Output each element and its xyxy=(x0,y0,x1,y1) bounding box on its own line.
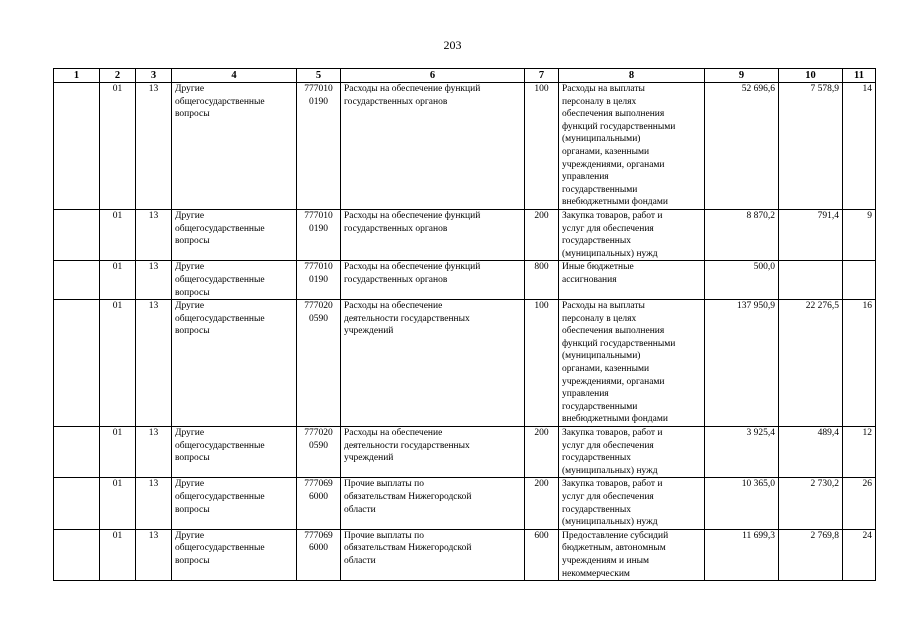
cell-target-code-text: 777069 6000 xyxy=(304,530,333,554)
cell-target-code-text: 777010 0190 xyxy=(304,210,333,234)
cell-target-name xyxy=(341,427,525,478)
cell-amount-actual xyxy=(779,427,843,478)
cell-amount-plan xyxy=(705,478,779,529)
cell-percent xyxy=(843,427,876,478)
column-header: 2 xyxy=(100,69,136,83)
cell-section-name-text: Другие общегосударственные вопросы xyxy=(175,479,265,515)
cell-target-code-text: 777010 0190 xyxy=(304,262,333,285)
cell-subsection-text: 13 xyxy=(148,84,159,94)
cell-col1 xyxy=(54,83,100,210)
cell-section-text: 01 xyxy=(112,210,123,221)
cell-subsection-text: 13 xyxy=(148,530,159,541)
cell-amount-plan xyxy=(705,300,779,427)
cell-amount-actual-text: 2 730,2 xyxy=(810,479,839,490)
cell-expense-type xyxy=(525,209,559,260)
table-row xyxy=(54,529,876,580)
cell-target-code xyxy=(297,209,341,260)
cell-amount-actual-text: 7 578,9 xyxy=(810,84,839,94)
cell-target-name-text: Прочие выплаты по обязательствам Нижегородской области xyxy=(344,479,472,515)
cell-section-text: 01 xyxy=(112,428,123,439)
cell-section-text: 01 xyxy=(112,530,123,541)
cell-amount-actual-text: 2 769,8 xyxy=(810,530,839,541)
cell-amount-plan xyxy=(705,261,779,300)
cell-amount-actual-text: 489,4 xyxy=(817,428,839,439)
cell-expense-type xyxy=(525,529,559,580)
cell-expense-name-text: Иные бюджетные ассигнования xyxy=(562,262,634,285)
cell-section xyxy=(100,427,136,478)
cell-amount-plan-text: 137 950,9 xyxy=(737,301,775,312)
table-row xyxy=(54,300,876,427)
cell-section-text: 01 xyxy=(112,262,123,273)
page-number: 203 xyxy=(443,38,462,52)
cell-expense-name xyxy=(559,83,705,210)
cell-amount-plan-text: 8 870,2 xyxy=(746,210,775,221)
cell-section-text: 01 xyxy=(112,301,123,312)
column-header: 4 xyxy=(172,69,297,83)
cell-target-name xyxy=(341,300,525,427)
cell-target-name xyxy=(341,83,525,210)
cell-expense-type-text: 200 xyxy=(534,428,549,439)
cell-amount-plan-text: 11 699,3 xyxy=(742,530,775,541)
cell-subsection xyxy=(136,529,172,580)
table-row xyxy=(54,261,876,300)
column-header: 3 xyxy=(136,69,172,83)
cell-section-name xyxy=(172,478,297,529)
cell-target-code xyxy=(297,427,341,478)
cell-amount-actual xyxy=(779,529,843,580)
cell-section-name xyxy=(172,209,297,260)
cell-subsection xyxy=(136,209,172,260)
cell-subsection xyxy=(136,300,172,427)
column-header: 10 xyxy=(779,69,843,83)
cell-target-code-text: 777020 0590 xyxy=(304,428,333,451)
header-row xyxy=(54,69,876,83)
cell-expense-type-text: 200 xyxy=(534,210,549,221)
cell-amount-actual-text: 22 276,5 xyxy=(805,301,839,312)
cell-amount-plan-text: 10 365,0 xyxy=(741,479,775,490)
cell-amount-actual xyxy=(779,209,843,260)
table-row xyxy=(54,478,876,529)
cell-amount-actual xyxy=(779,83,843,210)
cell-percent xyxy=(843,209,876,260)
cell-target-name-text: Расходы на обеспечение деятельности государственных учреждений xyxy=(344,301,470,337)
cell-target-code xyxy=(297,300,341,427)
cell-section-name xyxy=(172,83,297,210)
cell-expense-name xyxy=(559,209,705,260)
cell-target-name xyxy=(341,261,525,300)
cell-section-name-text: Другие общегосударственные вопросы xyxy=(175,262,265,298)
cell-section xyxy=(100,209,136,260)
cell-expense-type xyxy=(525,300,559,427)
cell-target-name-text: Прочие выплаты по обязательствам Нижегородской области xyxy=(344,530,472,566)
cell-subsection xyxy=(136,261,172,300)
cell-section-name-text: Другие общегосударственные вопросы xyxy=(175,210,265,247)
cell-section-name-text: Другие общегосударственные вопросы xyxy=(175,84,265,120)
cell-section xyxy=(100,83,136,210)
cell-target-code xyxy=(297,261,341,300)
cell-expense-type-text: 800 xyxy=(534,262,549,273)
cell-expense-name-text: Закупка товаров, работ и услуг для обеспечения государственных (муниципальных) нужд xyxy=(562,428,663,476)
cell-percent xyxy=(843,83,876,210)
cell-col1 xyxy=(54,427,100,478)
cell-amount-plan xyxy=(705,83,779,210)
cell-expense-type-text: 100 xyxy=(534,301,549,312)
cell-expense-name xyxy=(559,300,705,427)
cell-section xyxy=(100,261,136,300)
cell-expense-name-text: Закупка товаров, работ и услуг для обеспечения государственных (муниципальных) нужд xyxy=(562,479,663,528)
cell-percent-text: 14 xyxy=(862,84,872,94)
cell-percent xyxy=(843,529,876,580)
cell-expense-name-text: Предоставление субсидий бюджетным, автономным учреждениям и иным некоммерческим xyxy=(562,530,669,579)
cell-amount-plan-text: 52 696,6 xyxy=(741,84,775,94)
column-header: 5 xyxy=(297,69,341,83)
cell-subsection-text: 13 xyxy=(148,479,159,490)
cell-expense-name xyxy=(559,427,705,478)
cell-percent-text: 9 xyxy=(867,210,872,221)
cell-subsection xyxy=(136,478,172,529)
cell-expense-type xyxy=(525,478,559,529)
cell-section-name-text: Другие общегосударственные вопросы xyxy=(175,530,265,566)
cell-section xyxy=(100,300,136,427)
cell-target-name-text: Расходы на обеспечение функций государственных органов xyxy=(344,84,481,107)
cell-expense-type-text: 100 xyxy=(534,84,549,94)
cell-target-code xyxy=(297,478,341,529)
cell-expense-type xyxy=(525,427,559,478)
table-row xyxy=(54,427,876,478)
cell-col1 xyxy=(54,529,100,580)
cell-expense-name xyxy=(559,478,705,529)
cell-section-name xyxy=(172,529,297,580)
cell-subsection-text: 13 xyxy=(148,428,159,439)
cell-amount-plan xyxy=(705,209,779,260)
cell-percent xyxy=(843,261,876,300)
column-header: 7 xyxy=(525,69,559,83)
cell-percent xyxy=(843,478,876,529)
cell-subsection-text: 13 xyxy=(148,301,159,312)
cell-section-text: 01 xyxy=(112,84,123,94)
cell-section xyxy=(100,478,136,529)
table-row xyxy=(54,209,876,260)
cell-amount-actual-text: 791,4 xyxy=(817,210,839,221)
cell-section xyxy=(100,529,136,580)
cell-col1 xyxy=(54,300,100,427)
cell-percent-text: 16 xyxy=(862,301,872,312)
cell-percent-text: 24 xyxy=(862,530,872,541)
column-header: 11 xyxy=(843,69,876,83)
cell-amount-plan-text: 500,0 xyxy=(753,262,775,273)
cell-expense-name xyxy=(559,261,705,300)
cell-amount-actual xyxy=(779,300,843,427)
cell-subsection-text: 13 xyxy=(148,210,159,221)
cell-percent-text: 26 xyxy=(862,479,872,490)
cell-col1 xyxy=(54,478,100,529)
cell-expense-type-text: 200 xyxy=(534,479,549,490)
cell-subsection xyxy=(136,83,172,210)
cell-target-code-text: 777069 6000 xyxy=(304,479,333,502)
cell-expense-name xyxy=(559,529,705,580)
cell-amount-actual xyxy=(779,478,843,529)
cell-target-name xyxy=(341,209,525,260)
cell-expense-name-text: Закупка товаров, работ и услуг для обеспечения государственных (муниципальных) нужд xyxy=(562,210,663,259)
cell-target-code xyxy=(297,83,341,210)
cell-amount-plan-text: 3 925,4 xyxy=(746,428,775,439)
cell-expense-name-text: Расходы на выплаты персоналу в целях обеспечения выполнения функций государственными (муниципальными) органами, казенными учреждениями, органами управления государственными внебюджетными фондами xyxy=(562,84,676,208)
cell-section-name-text: Другие общегосударственные вопросы xyxy=(175,428,265,464)
cell-subsection-text: 13 xyxy=(148,262,159,273)
cell-col1 xyxy=(54,261,100,300)
column-header: 1 xyxy=(54,69,100,83)
cell-section-name xyxy=(172,300,297,427)
cell-amount-plan xyxy=(705,529,779,580)
cell-target-code-text: 777010 0190 xyxy=(304,84,333,107)
cell-percent xyxy=(843,300,876,427)
column-header: 8 xyxy=(559,69,705,83)
cell-amount-actual xyxy=(779,261,843,300)
budget-table xyxy=(53,68,876,581)
cell-section-name xyxy=(172,261,297,300)
cell-amount-plan xyxy=(705,427,779,478)
cell-target-name-text: Расходы на обеспечение функций государственных органов xyxy=(344,210,481,234)
column-header: 6 xyxy=(341,69,525,83)
cell-expense-type-text: 600 xyxy=(534,530,549,541)
table-row xyxy=(54,83,876,210)
cell-section-text: 01 xyxy=(112,479,123,490)
cell-target-code-text: 777020 0590 xyxy=(304,301,333,324)
cell-section-name xyxy=(172,427,297,478)
cell-percent-text: 12 xyxy=(862,428,872,439)
cell-expense-type xyxy=(525,83,559,210)
cell-section-name-text: Другие общегосударственные вопросы xyxy=(175,301,265,337)
cell-target-name xyxy=(341,529,525,580)
cell-col1 xyxy=(54,209,100,260)
cell-target-name xyxy=(341,478,525,529)
cell-target-name-text: Расходы на обеспечение функций государственных органов xyxy=(344,262,481,285)
cell-expense-type xyxy=(525,261,559,300)
cell-subsection xyxy=(136,427,172,478)
cell-target-name-text: Расходы на обеспечение деятельности государственных учреждений xyxy=(344,428,470,464)
cell-target-code xyxy=(297,529,341,580)
column-header: 9 xyxy=(705,69,779,83)
cell-expense-name-text: Расходы на выплаты персоналу в целях обеспечения выполнения функций государственными (муниципальными) органами, казенными учреждениями, органами управления государственными внебюджетными фондами xyxy=(562,301,676,425)
